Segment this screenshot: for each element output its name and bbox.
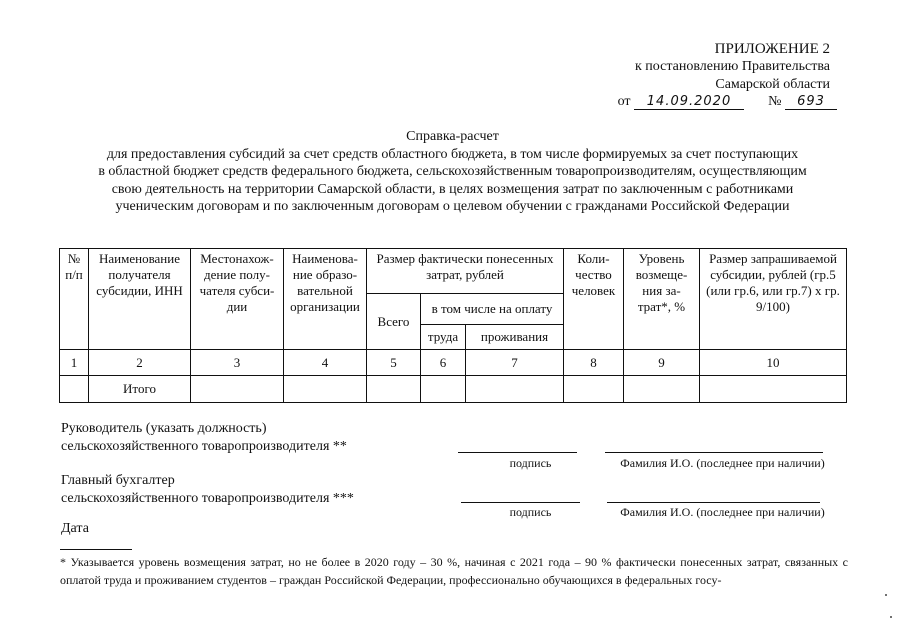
- total-cell: [284, 376, 367, 403]
- header-labor: труда: [421, 325, 466, 350]
- total-label: Итого: [89, 376, 191, 403]
- footnote-separator: [60, 549, 132, 550]
- total-row: [60, 376, 847, 403]
- column-number: 8: [564, 350, 624, 376]
- footnote-text: * Указывается уровень возмещения затрат, но не более в 2020 году – 30 %, начиная с 2021 года – 90 % фактически понесенных затрат, связанных с оплатой труда и проживанием студентов – граждан Российской Федерации, профессионально обучающихся в федеральных госу-: [60, 555, 848, 587]
- date-label: Дата: [61, 521, 89, 536]
- accountant-line-2: сельскохозяйственного товаропроизводителя ***: [61, 491, 354, 506]
- header-organization: Наименова-ние образо-вательной организации: [284, 249, 367, 350]
- column-number: 1: [60, 350, 89, 376]
- head-signature-label: [61, 420, 347, 456]
- header-level: Уровень возмеще-ния за-трат*, %: [624, 249, 700, 350]
- accountant-signature-label: [61, 472, 354, 508]
- header-living: проживания: [466, 325, 564, 350]
- heading-line-2: в областной бюджет средств федерального бюджета, сельскохозяйственным товаропроизводителям, осуществляющим: [98, 164, 807, 179]
- document-heading: [40, 128, 865, 216]
- heading-line-1: для предоставления субсидий за счет средств областного бюджета, в том числе формируемых за счет поступающих: [106, 146, 799, 162]
- column-number: 2: [89, 350, 191, 376]
- total-cell: [367, 376, 421, 403]
- column-number: 9: [624, 350, 700, 376]
- appendix-block: [635, 40, 830, 94]
- column-number: 4: [284, 350, 367, 376]
- column-number: 7: [466, 350, 564, 376]
- number-label: №: [768, 94, 782, 109]
- header-people: Коли-чество человек: [564, 249, 624, 350]
- header-subsidy: Размер запрашиваемой субсидии, рублей (гр.5 (или гр.6, или гр.7) х гр. 9/100): [700, 249, 847, 350]
- resolution-number: 693: [785, 94, 837, 110]
- head-line-1: Руководитель (указать должность): [61, 421, 267, 436]
- heading-line-3: свою деятельность на территории Самарской области, в целях возмещения затрат по заключенным с работниками: [111, 181, 794, 197]
- heading-line-4: ученическим договорам и по заключенным договорам о целевом обучении с гражданами Российской Федерации: [115, 199, 790, 214]
- accountant-signature-line: [461, 502, 580, 503]
- accountant-signature-caption: подпись: [509, 505, 552, 519]
- column-number: 3: [191, 350, 284, 376]
- head-signature-line: [458, 452, 577, 453]
- column-number: 10: [700, 350, 847, 376]
- accountant-line-1: Главный бухгалтер: [61, 473, 175, 488]
- head-name-line: [605, 452, 823, 453]
- header-recipient: Наименование получателя субсидии, ИНН: [89, 249, 191, 350]
- appendix-line-1: к постановлению Правительства: [634, 59, 830, 74]
- scan-dot: [890, 616, 892, 618]
- total-cell: [700, 376, 847, 403]
- document-title: Справка-расчет: [406, 129, 499, 144]
- header-including: в том числе на оплату: [421, 294, 564, 325]
- head-signature-caption: подпись: [509, 456, 552, 470]
- header-total: Всего: [367, 294, 421, 350]
- appendix-line-2: Самарской области: [715, 77, 830, 92]
- head-line-2: сельскохозяйственного товаропроизводителя **: [61, 439, 347, 454]
- head-name-caption: Фамилия И.О. (последнее при наличии): [620, 456, 825, 470]
- resolution-date-line: [618, 94, 837, 110]
- appendix-title: ПРИЛОЖЕНИЕ 2: [714, 41, 830, 57]
- column-numbers-row: [60, 350, 847, 376]
- header-costs: Размер фактически понесенных затрат, рублей: [367, 249, 564, 294]
- header-location: Местонахож-дение полу-чателя субси-дии: [191, 249, 284, 350]
- from-label: от: [617, 94, 631, 109]
- column-number: 5: [367, 350, 421, 376]
- total-cell: [60, 376, 89, 403]
- total-cell: [191, 376, 284, 403]
- header-no: № п/п: [60, 249, 89, 350]
- total-cell: [466, 376, 564, 403]
- scan-dot: [885, 594, 887, 596]
- calculation-table: [59, 248, 847, 403]
- resolution-date: 14.09.2020: [634, 94, 744, 110]
- total-cell: [564, 376, 624, 403]
- total-cell: [624, 376, 700, 403]
- column-number: 6: [421, 350, 466, 376]
- total-cell: [421, 376, 466, 403]
- accountant-name-caption: Фамилия И.О. (последнее при наличии): [620, 505, 825, 519]
- accountant-name-line: [607, 502, 820, 503]
